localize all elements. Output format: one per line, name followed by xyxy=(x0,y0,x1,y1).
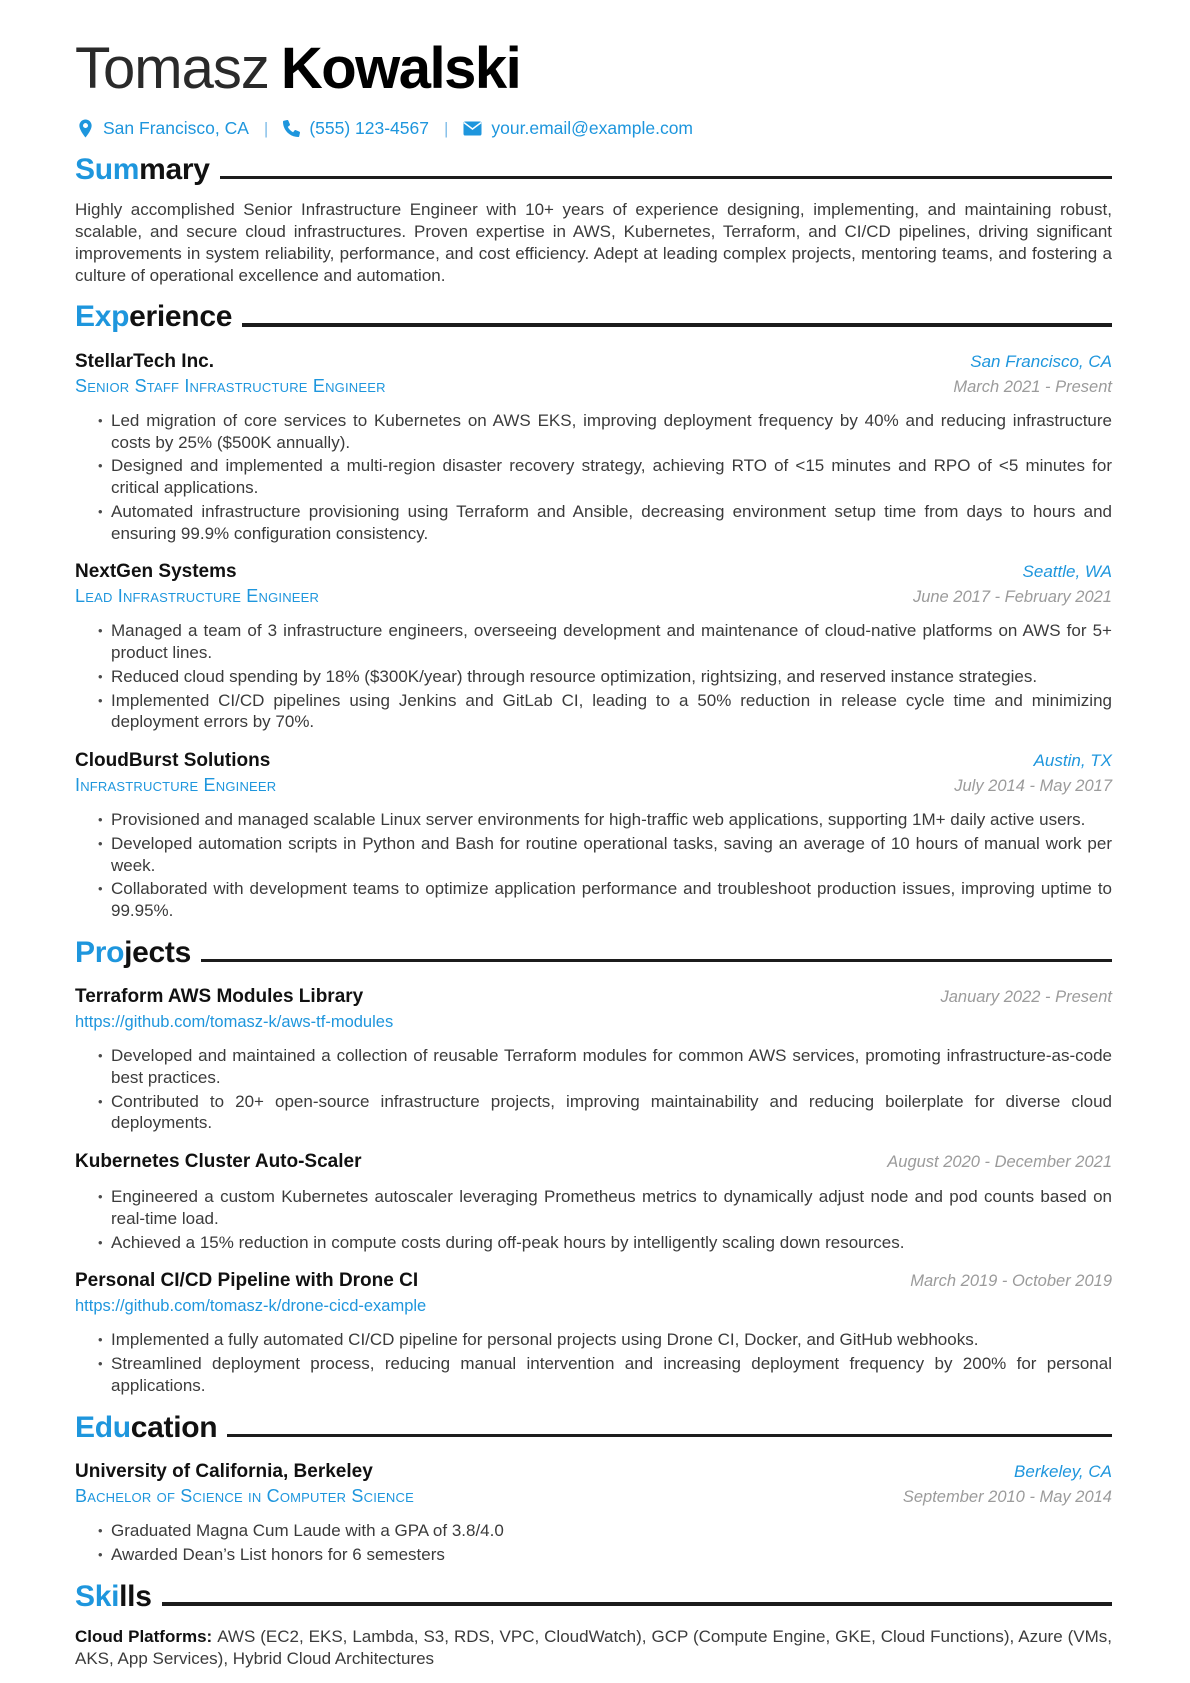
section-summary xyxy=(75,154,1112,286)
bullet-item: • Collaborated with development teams to optimize application performance and troubleshoot production issues, improving uptime to 99.95%. xyxy=(97,878,1112,922)
section-rule xyxy=(162,1602,1112,1606)
experience-entry xyxy=(75,561,1112,733)
bullet-item: • Contributed to 20+ open-source infrastructure projects, improving maintainability and reducing boilerplate for diverse cloud deployments. xyxy=(97,1091,1112,1135)
bullet-list xyxy=(75,1186,1112,1253)
experience-title: Experience xyxy=(75,300,233,334)
resume-header xyxy=(75,36,1112,139)
email-envelope-icon xyxy=(463,121,482,136)
project-entry xyxy=(75,1270,1112,1396)
candidate-name xyxy=(75,36,1112,101)
education-heading xyxy=(75,1412,1112,1444)
bullet-item: • Designed and implemented a multi-region disaster recovery strategy, achieving RTO of <15 minutes and RPO of <5 minutes for critical applications. xyxy=(97,455,1112,499)
job-title: Senior Staff Infrastructure Engineer xyxy=(75,375,386,396)
bullet-item: • Awarded Dean’s List honors for 6 semesters xyxy=(97,1544,1112,1566)
bullet-list xyxy=(75,1520,1112,1566)
company-name: CloudBurst Solutions xyxy=(75,750,271,772)
job-location: Seattle, WA xyxy=(1022,562,1112,582)
project-entry xyxy=(75,1151,1112,1253)
section-rule xyxy=(242,323,1112,327)
bullet-item: • Implemented CI/CD pipelines using Jenkins and GitLab CI, leading to a 50% reduction in release cycle time and minimizing deployment errors by 70%. xyxy=(97,690,1112,734)
project-dates: March 2019 - October 2019 xyxy=(910,1272,1112,1291)
section-rule xyxy=(220,176,1112,180)
location-pin-icon xyxy=(77,119,94,138)
contact-phone-link[interactable] xyxy=(283,118,429,139)
education-title: Education xyxy=(75,1410,218,1444)
education-entry xyxy=(75,1461,1112,1566)
projects-title: Projects xyxy=(75,935,192,969)
job-dates: March 2021 - Present xyxy=(953,377,1112,396)
contact-row xyxy=(77,118,1112,139)
contact-email-link[interactable] xyxy=(463,118,693,139)
bullet-item: • Developed automation scripts in Python and Bash for routine operational tasks, saving an average of 10 hours of manual work per week. xyxy=(97,833,1112,877)
bullet-list xyxy=(75,1329,1112,1396)
bullet-item: • Graduated Magna Cum Laude with a GPA of 3.8/4.0 xyxy=(97,1520,1112,1542)
project-name: Kubernetes Cluster Auto-Scaler xyxy=(75,1151,362,1173)
education-dates: September 2010 - May 2014 xyxy=(902,1488,1112,1507)
summary-text: Highly accomplished Senior Infrastructure Engineer with 10+ years of experience designing, implementing, and maintaining robust, scalable, and secure cloud infrastructures. Proven expertise in AWS, Kubernetes, Terraform, and CI/CD pipelines, driving significant improvements in system reliability, performance, and cost efficiency. Adept at leading complex projects, mentoring teams, and fostering a culture of operational excellence and automation. xyxy=(75,200,1112,285)
bullet-item: • Engineered a custom Kubernetes autoscaler leveraging Prometheus metrics to dynamically adjust node and pod counts based on real-time load. xyxy=(97,1186,1112,1230)
job-title: Lead Infrastructure Engineer xyxy=(75,586,320,607)
contact-phone-text: (555) 123-4567 xyxy=(309,118,429,138)
project-dates: January 2022 - Present xyxy=(940,988,1112,1007)
section-rule xyxy=(201,959,1112,963)
skill-category-text: AWS (EC2, EKS, Lambda, S3, RDS, VPC, CloudWatch), GCP (Compute Engine, GKE, Cloud Functions), Azure (VMs, AKS, App Services), Hybrid Cloud Architectures xyxy=(75,1626,1112,1668)
contact-location-link[interactable] xyxy=(77,118,249,139)
school-location: Berkeley, CA xyxy=(1014,1462,1112,1482)
project-url-link[interactable]: https://github.com/tomasz-k/aws-tf-modules xyxy=(75,1013,394,1032)
experience-heading xyxy=(75,301,1112,333)
summary-title: Summary xyxy=(75,153,210,186)
section-skills xyxy=(75,1581,1112,1670)
skill-category-label: Cloud Platforms: xyxy=(75,1626,213,1646)
project-name: Terraform AWS Modules Library xyxy=(75,986,364,1008)
section-projects xyxy=(75,937,1112,1397)
contact-email-text: your.email@example.com xyxy=(491,118,693,138)
bullet-item: • Automated infrastructure provisioning using Terraform and Ansible, decreasing environment setup time from days to hours and ensuring 99.9% configuration consistency. xyxy=(97,501,1112,545)
bullet-list xyxy=(75,1045,1112,1134)
section-education xyxy=(75,1412,1112,1566)
job-dates: July 2014 - May 2017 xyxy=(954,777,1112,796)
summary-heading xyxy=(75,154,1112,186)
experience-entry xyxy=(75,351,1112,545)
project-dates: August 2020 - December 2021 xyxy=(887,1153,1112,1172)
bullet-item: • Provisioned and managed scalable Linux server environments for high-traffic web applications, supporting 1M+ daily active users. xyxy=(97,809,1112,831)
bullet-item: • Implemented a fully automated CI/CD pipeline for personal projects using Drone CI, Docker, and GitHub webhooks. xyxy=(97,1329,1112,1351)
section-rule xyxy=(227,1434,1112,1438)
bullet-item: • Reduced cloud spending by 18% ($300K/year) through resource optimization, rightsizing, and reserved instance strategies. xyxy=(97,666,1112,688)
bullet-item: • Achieved a 15% reduction in compute costs during off-peak hours by intelligently scaling down resources. xyxy=(97,1232,1112,1254)
bullet-list xyxy=(75,620,1112,733)
job-dates: June 2017 - February 2021 xyxy=(912,588,1112,607)
company-name: StellarTech Inc. xyxy=(75,350,215,372)
experience-entry xyxy=(75,750,1112,922)
contact-location-text: San Francisco, CA xyxy=(103,118,249,138)
contact-separator: | xyxy=(443,118,449,138)
degree-name: Bachelor of Science in Computer Science xyxy=(75,1486,414,1507)
job-title: Infrastructure Engineer xyxy=(75,775,277,796)
last-name: Kowalski xyxy=(280,36,521,101)
section-experience xyxy=(75,301,1112,921)
project-entry xyxy=(75,986,1112,1134)
bullet-item: • Streamlined deployment process, reducing manual intervention and increasing deployment frequency by 200% for personal applications. xyxy=(97,1353,1112,1397)
bullet-list xyxy=(75,809,1112,922)
project-url-link[interactable]: https://github.com/tomasz-k/drone-cicd-example xyxy=(75,1297,427,1316)
first-name: Tomasz xyxy=(75,36,269,101)
phone-icon xyxy=(283,120,300,137)
job-location: Austin, TX xyxy=(1033,751,1112,771)
contact-separator: | xyxy=(263,118,269,138)
bullet-item: • Managed a team of 3 infrastructure engineers, overseeing development and maintenance of cloud-native platforms on AWS for 5+ product lines. xyxy=(97,620,1112,664)
skill-item xyxy=(75,1626,1112,1670)
project-name: Personal CI/CD Pipeline with Drone CI xyxy=(75,1270,419,1292)
job-location: San Francisco, CA xyxy=(970,351,1112,371)
projects-heading xyxy=(75,937,1112,969)
bullet-list xyxy=(75,410,1112,545)
school-name: University of California, Berkeley xyxy=(75,1461,373,1483)
skills-title: Skills xyxy=(75,1579,152,1613)
bullet-item: • Developed and maintained a collection of reusable Terraform modules for common AWS services, promoting infrastructure-as-code best practices. xyxy=(97,1045,1112,1089)
skills-heading xyxy=(75,1581,1112,1613)
bullet-item: • Led migration of core services to Kubernetes on AWS EKS, improving deployment frequency by 40% and reducing infrastructure costs by 25% ($500K annually). xyxy=(97,410,1112,454)
company-name: NextGen Systems xyxy=(75,561,237,583)
